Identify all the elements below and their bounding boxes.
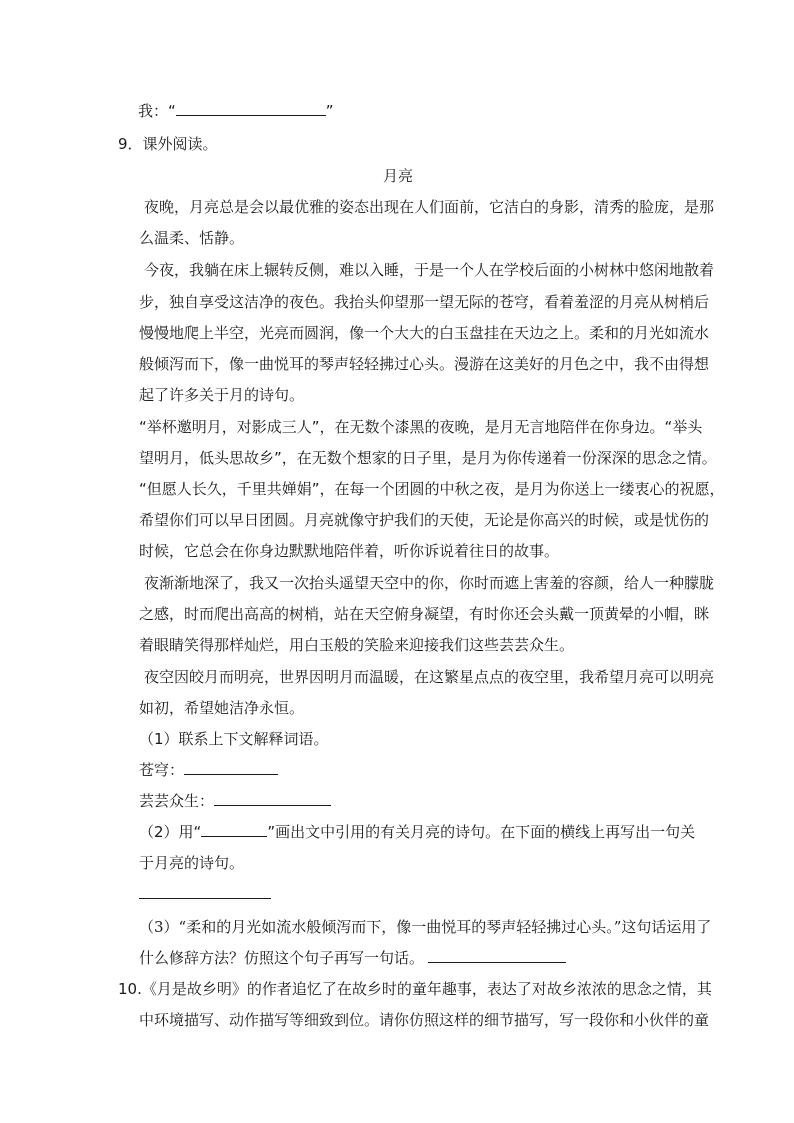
sub2-suffix: ”画出文中引用的有关月亮的诗句。在下面的横线上再写出一句关 (267, 823, 696, 841)
word2-answer-blank[interactable] (214, 791, 331, 806)
q8-answer-line (138, 101, 334, 121)
passage-line: “举杯邀明月，对影成三人”，在无数个漆黑的夜晚，是月无言地陪伴在你身边。“举头 (139, 418, 703, 436)
passage-line: 慢慢地爬上半空，光亮而圆润，像一个大大的白玉盘挂在天边之上。柔和的月光如流水 (139, 324, 710, 342)
q9-heading: 9．课外阅读。 (118, 135, 218, 153)
q9-sub3-line2 (139, 948, 566, 968)
sub3-rest: 这句话运用了 (621, 918, 712, 936)
passage-line: 夜晚，月亮总是会以最优雅的姿态出现在人们面前，它洁白的身影，清秀的脸庞，是那 (144, 198, 715, 216)
passage-line: “但愿人长久，千里共婵娟”，在每一个团圆的中秋之夜，是月为你送上一缕衷心的祝愿， (139, 480, 725, 498)
q9-passage-title: 月亮 (383, 167, 414, 185)
passage-line: 夜渐渐地深了，我又一次抬头遥望天空中的你，你时而遮上害羞的容颜，给人一种朦胧 (144, 574, 715, 592)
passage-line: 般倾泻而下，像一曲悦耳的琴声轻轻拂过心头。漫游在这美好的月色之中，我不由得想 (139, 355, 710, 373)
q8-me-suffix: ” (325, 102, 334, 120)
sub2-prefix: （2）用“ (139, 823, 202, 841)
passage-line: 起了许多关于月的诗句。 (139, 386, 305, 404)
q9-word2-row (139, 791, 331, 811)
q9-sub3-prompt (139, 917, 711, 937)
word1-answer-blank[interactable] (184, 760, 278, 775)
word2-label: 芸芸众生： (139, 792, 215, 810)
q10-line: 10.《月是故乡明》的作者追忆了在故乡时的童年趣事，表达了对故乡浓浓的思念之情，其 (118, 980, 712, 998)
sub3-line2-text: 什么修辞方法？仿照这个句子再写一句话。 (139, 949, 425, 967)
passage-line: 如初，希望她洁净永恒。 (139, 699, 305, 717)
sub3-quote: （3）“柔和的月光如流水般倾泻而下，像一曲悦耳的琴声轻轻拂过心头。” (139, 918, 622, 936)
sub2-mark-sample (201, 822, 267, 837)
q8-answer-blank[interactable] (176, 101, 326, 116)
passage-line: 之感，时而爬出高高的树梢，站在天空俯身凝望，有时你还会头戴一顶黄晕的小帽，眯 (139, 605, 710, 623)
word1-label: 苍穹： (139, 761, 185, 779)
q9-word1-row (139, 760, 278, 780)
q8-me-prefix: 我：“ (138, 102, 176, 120)
passage-line: 么温柔、恬静。 (139, 229, 245, 247)
passage-line: 望明月，低头思故乡”，在无数个想家的日子里，是月为你传递着一份深深的思念之情。 (139, 449, 717, 467)
sub3-answer-blank[interactable] (428, 948, 566, 963)
q9-sub1-prompt: （1）联系上下文解释词语。 (139, 730, 329, 748)
q9-sub2-cont: 于月亮的诗句。 (139, 854, 245, 872)
passage-line: 夜空因皎月而明亮，世界因明月而温暖，在这繁星点点的夜空里，我希望月亮可以明亮 (144, 668, 715, 686)
passage-line: 步，独自享受这洁净的夜色。我抬头仰望那一望无际的苍穹，看着羞涩的月亮从树梢后 (139, 293, 710, 311)
passage-line: 时候，它总会在你身边默默地陪伴着，听你诉说着往日的故事。 (139, 542, 560, 560)
passage-line: 今夜，我躺在床上辗转反侧，难以入睡，于是一个人在学校后面的小树林中悠闲地散着 (144, 261, 715, 279)
sub2-answer-blank[interactable] (139, 898, 271, 899)
q10-line: 中环境描写、动作描写等细致到位。请你仿照这样的细节描写，写一段你和小伙伴的童 (139, 1011, 710, 1029)
passage-line: 着眼睛笑得那样灿烂，用白玉般的笑脸来迎接我们这些芸芸众生。 (139, 636, 575, 654)
passage-line: 希望你们可以早日团圆。月亮就像守护我们的天使，无论是你高兴的时候，或是忧伤的 (139, 511, 710, 529)
q9-sub2-prompt (139, 822, 695, 842)
